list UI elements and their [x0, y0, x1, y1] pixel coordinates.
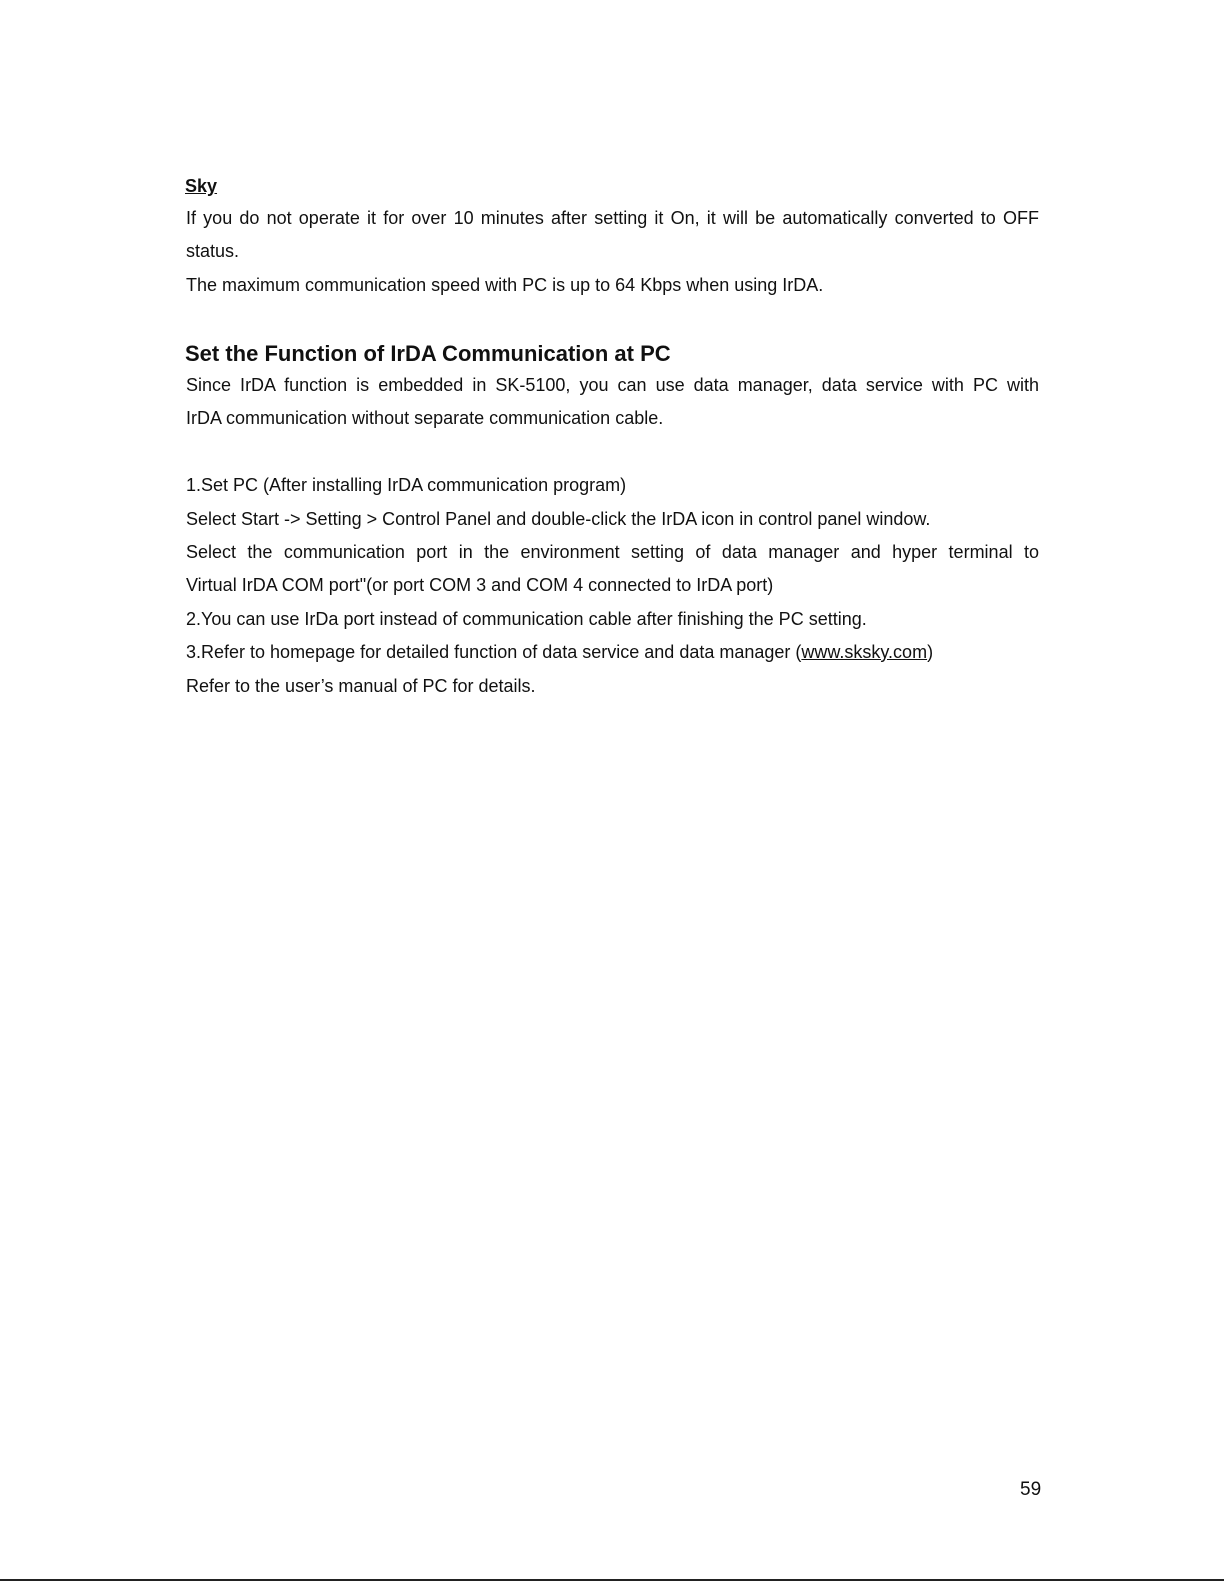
sky-note-line-3: The maximum communication speed with PC is up to 64 Kbps when using IrDA. [186, 275, 824, 295]
sky-note-line-2: status. [186, 241, 240, 261]
step2-text: 2.You can use IrDa port instead of communication cable after finishing the PC setting. [186, 609, 867, 629]
step3-close: ) [927, 642, 934, 662]
step1-line-3: Virtual IrDA COM port"(or port COM 3 and COM 4 connected to IrDA port) [186, 575, 774, 595]
sky-label: Sky [185, 176, 218, 196]
homepage-link[interactable]: www.sksky.com [801, 642, 928, 662]
bottom-rule [0, 1579, 1224, 1581]
step3-text: 3.Refer to homepage for detailed function of data service and data manager ( [186, 642, 802, 662]
section-intro-line-1: Since IrDA function is embedded in SK-5100, you can use data manager, data service with PC with [186, 375, 1039, 395]
step1-title: 1.Set PC (After installing IrDA communication program) [186, 475, 627, 495]
step3-line [186, 641, 933, 663]
section-intro-line-2: IrDA communication without separate communication cable. [186, 408, 664, 428]
section-title: Set the Function of IrDA Communication at PC [185, 341, 671, 366]
step1-line-1: Select Start -> Setting > Control Panel and double-click the IrDA icon in control panel window. [186, 509, 931, 529]
page-number: 59 [1020, 1479, 1042, 1500]
sky-note-line-1: If you do not operate it for over 10 minutes after setting it On, it will be automatically converted to OFF [186, 208, 1039, 228]
footer-note: Refer to the user’s manual of PC for details. [186, 676, 536, 696]
step1-line-2: Select the communication port in the environment setting of data manager and hyper terminal to [186, 542, 1039, 562]
